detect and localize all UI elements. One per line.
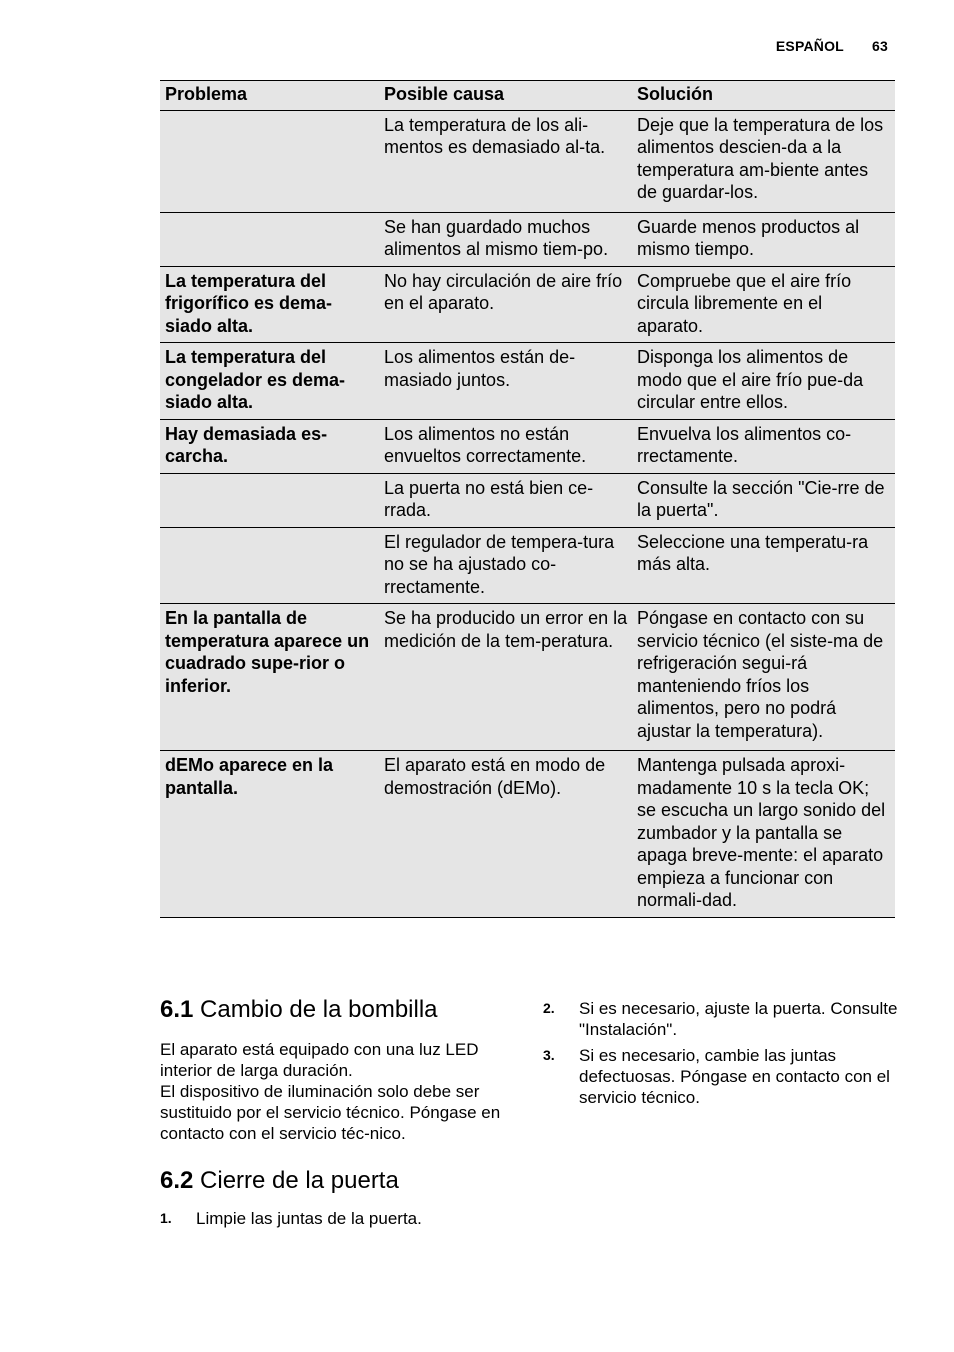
right-column (543, 998, 903, 1113)
problem-cell: La temperatura del congelador es dema-siado alta. (165, 347, 346, 412)
list-item (543, 998, 903, 1040)
table-row (160, 212, 895, 266)
table-row (160, 343, 895, 420)
table-row (160, 604, 895, 751)
steps-list (543, 998, 903, 1108)
page-header (776, 38, 888, 54)
troubleshooting-table (160, 80, 895, 918)
solution-cell: Seleccione una temperatu-ra más alta. (637, 531, 869, 574)
section-title: Cambio de la bombilla (200, 996, 438, 1023)
column-header-solution: Solución (637, 84, 713, 104)
table-row (160, 110, 895, 212)
table-row (160, 751, 895, 918)
table-row (160, 266, 895, 343)
solution-cell: Consulte la sección "Cie-rre de la puerta". (637, 477, 885, 520)
problem-cell: La temperatura del frigorífico es dema-siado alta. (165, 270, 333, 336)
list-item (543, 1045, 903, 1108)
column-header-cause: Posible causa (384, 84, 505, 104)
cause-cell: Se ha producido un error en la medición de la tem-peratura. (384, 608, 628, 651)
problem-cell: Hay demasiada es-carcha. (165, 423, 328, 466)
column-header-problem: Problema (165, 84, 248, 104)
table-row (160, 473, 895, 527)
section-title: Cierre de la puerta (200, 1167, 399, 1194)
solution-cell: Compruebe que el aire frío circula libremente en el aparato. (637, 270, 852, 336)
step-number: 1. (160, 1210, 172, 1226)
solution-cell: Guarde menos productos al mismo tiempo. (637, 216, 860, 259)
cause-cell: No hay circulación de aire frío en el aparato. (384, 270, 623, 313)
language-label: ESPAÑOL (775, 38, 844, 54)
problem-cell (160, 110, 379, 212)
left-column (160, 995, 520, 1234)
solution-cell: Deje que la temperatura de los alimentos descien-da a la temperatura am-biente antes de guardar-los. (637, 114, 884, 202)
step-text: Limpie las juntas de la puerta. (196, 1209, 422, 1228)
paragraph: El aparato está equipado con una luz LED interior de larga duración. (160, 1040, 479, 1080)
table-row (160, 527, 895, 604)
cause-cell: La temperatura de los ali-mentos es demasiado al-ta. (384, 114, 606, 157)
problem-cell: dEMo aparece en la pantalla. (165, 755, 334, 798)
problem-cell (160, 527, 379, 604)
cause-cell: El aparato está en modo de demostración (dEMo). (384, 755, 606, 798)
section-door-closing (160, 1166, 520, 1229)
steps-list (160, 1208, 520, 1229)
section-number: 6.2 (160, 1167, 194, 1194)
table-header-row (160, 81, 895, 111)
section-number: 6.1 (160, 996, 194, 1023)
solution-cell: Envuelva los alimentos co-rrectamente. (637, 423, 852, 466)
section-bulb-change (160, 995, 520, 1144)
cause-cell: Se han guardado muchos alimentos al mismo tiem-po. (384, 216, 609, 259)
solution-cell: Disponga los alimentos de modo que el aire frío pue-da circular entre ellos. (637, 347, 864, 412)
section-heading (160, 1166, 520, 1196)
cause-cell: Los alimentos no están envueltos correctamente. (384, 423, 587, 466)
page-number: 63 (872, 38, 888, 54)
solution-cell: Póngase en contacto con su servicio técnico (el siste-ma de refrigeración segui-rá manteniendo fríos los alimentos, pero no podrá ajustar la temperatura). (637, 608, 884, 741)
cause-cell: La puerta no está bien ce-rrada. (384, 477, 594, 520)
step-number: 2. (543, 1000, 555, 1016)
cause-cell: Los alimentos están de-masiado juntos. (384, 347, 576, 390)
step-number: 3. (543, 1047, 555, 1063)
list-item (160, 1208, 520, 1229)
problem-cell: En la pantalla de temperatura aparece un cuadrado supe-rior o inferior. (165, 608, 370, 696)
problem-cell (160, 473, 379, 527)
step-text: Si es necesario, cambie las juntas defectuosas. Póngase en contacto con el servicio técnico. (579, 1046, 890, 1107)
step-text: Si es necesario, ajuste la puerta. Consulte "Instalación". (579, 999, 898, 1039)
section-heading (160, 995, 520, 1025)
paragraph: El dispositivo de iluminación solo debe ser sustituido por el servicio técnico. Póngase en contacto con el servicio téc-nico. (160, 1082, 501, 1143)
solution-cell: Mantenga pulsada aproxi-madamente 10 s la tecla OK; se escucha un largo sonido del zumbador y la pantalla se apaga breve-mente: el aparato empieza a funcionar con normali-dad. (637, 755, 886, 910)
table-row (160, 419, 895, 473)
problem-cell (160, 212, 379, 266)
cause-cell: El regulador de tempera-tura no se ha ajustado co-rrectamente. (384, 531, 615, 597)
